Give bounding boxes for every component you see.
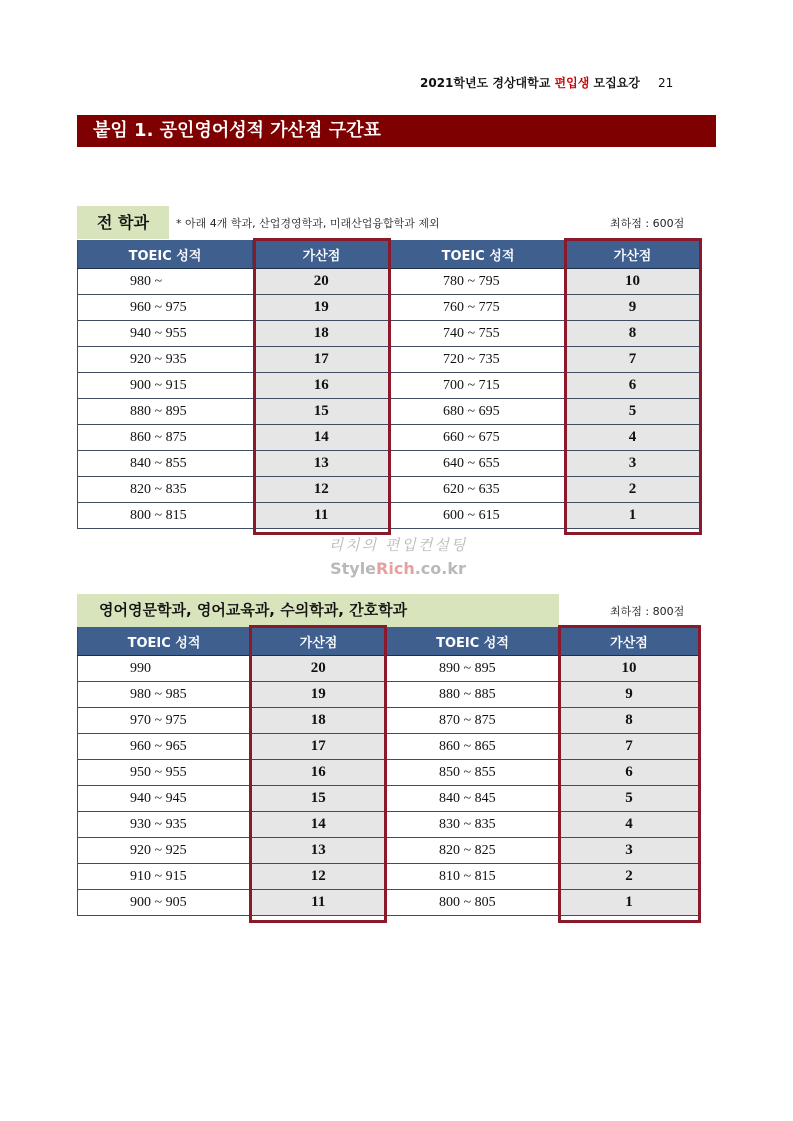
toeic-range-cell: 830 ~ 835: [387, 812, 559, 838]
toeic-range-cell: 960 ~ 975: [78, 295, 253, 321]
bonus-points-cell: 8: [566, 321, 700, 347]
section2-table-body: [78, 656, 700, 916]
toeic-range-cell: 890 ~ 895: [387, 656, 559, 682]
bonus-points-cell: 18: [253, 321, 391, 347]
toeic-range-cell: 860 ~ 875: [78, 425, 253, 451]
bonus-points-cell: 3: [566, 451, 700, 477]
document-header: [420, 74, 720, 91]
toeic-range-cell: 860 ~ 865: [387, 734, 559, 760]
toeic-range-cell: 930 ~ 935: [78, 812, 251, 838]
toeic-range-cell: 920 ~ 925: [78, 838, 251, 864]
watermark-brand-b: Rich: [376, 559, 415, 578]
column-header: 가산점: [559, 627, 700, 656]
bonus-points-cell: 16: [251, 760, 387, 786]
section1-table-body: [78, 269, 700, 529]
table-row: [78, 373, 700, 399]
table-header-row: [78, 627, 700, 656]
section1-min-score: 최하점 : 600점: [610, 217, 685, 230]
bonus-points-cell: 12: [251, 864, 387, 890]
bonus-points-cell: 8: [559, 708, 700, 734]
bonus-points-cell: 4: [566, 425, 700, 451]
table-row: [78, 321, 700, 347]
bonus-points-cell: 9: [559, 682, 700, 708]
table-row: [78, 812, 700, 838]
bonus-points-cell: 11: [253, 503, 391, 529]
bonus-points-cell: 15: [251, 786, 387, 812]
column-header: TOEIC 성적: [391, 240, 566, 269]
column-header: TOEIC 성적: [78, 240, 253, 269]
toeic-range-cell: 950 ~ 955: [78, 760, 251, 786]
bonus-points-cell: 2: [559, 864, 700, 890]
toeic-range-cell: 900 ~ 905: [78, 890, 251, 916]
toeic-range-cell: 820 ~ 835: [78, 477, 253, 503]
header-highlight: 편입생: [554, 76, 590, 90]
column-header: 가산점: [566, 240, 700, 269]
bonus-points-cell: 19: [251, 682, 387, 708]
bonus-points-cell: 11: [251, 890, 387, 916]
section1-score-table: [77, 240, 700, 529]
bonus-points-cell: 13: [253, 451, 391, 477]
toeic-range-cell: 850 ~ 855: [387, 760, 559, 786]
table-row: [78, 760, 700, 786]
column-header: 가산점: [251, 627, 387, 656]
bonus-points-cell: 6: [566, 373, 700, 399]
section1-label: 전 학과: [77, 206, 169, 239]
watermark: [323, 534, 473, 578]
section2-score-table: [77, 627, 700, 916]
table-row: [78, 269, 700, 295]
bonus-points-cell: 1: [559, 890, 700, 916]
toeic-range-cell: 840 ~ 845: [387, 786, 559, 812]
bonus-points-cell: 3: [559, 838, 700, 864]
toeic-range-cell: 800 ~ 815: [78, 503, 253, 529]
toeic-range-cell: 620 ~ 635: [391, 477, 566, 503]
page-title: 붙임 1. 공인영어성적 가산점 구간표: [77, 115, 716, 147]
bonus-points-cell: 5: [566, 399, 700, 425]
toeic-range-cell: 700 ~ 715: [391, 373, 566, 399]
header-prefix: 2021학년도 경상대학교: [420, 76, 551, 90]
toeic-range-cell: 810 ~ 815: [387, 864, 559, 890]
toeic-range-cell: 760 ~ 775: [391, 295, 566, 321]
toeic-range-cell: 980 ~ 985: [78, 682, 251, 708]
toeic-range-cell: 780 ~ 795: [391, 269, 566, 295]
bonus-points-cell: 6: [559, 760, 700, 786]
toeic-range-cell: 940 ~ 945: [78, 786, 251, 812]
toeic-range-cell: 880 ~ 895: [78, 399, 253, 425]
toeic-range-cell: 820 ~ 825: [387, 838, 559, 864]
bonus-points-cell: 5: [559, 786, 700, 812]
table-row: [78, 708, 700, 734]
toeic-range-cell: 720 ~ 735: [391, 347, 566, 373]
bonus-points-cell: 17: [253, 347, 391, 373]
bonus-points-cell: 19: [253, 295, 391, 321]
bonus-points-cell: 17: [251, 734, 387, 760]
bonus-points-cell: 13: [251, 838, 387, 864]
table-row: [78, 838, 700, 864]
table-row: [78, 890, 700, 916]
column-header: TOEIC 성적: [78, 627, 251, 656]
toeic-range-cell: 900 ~ 915: [78, 373, 253, 399]
bonus-points-cell: 4: [559, 812, 700, 838]
watermark-line1: 리치의 편입컨설팅: [328, 536, 468, 554]
table-row: [78, 734, 700, 760]
table-row: [78, 477, 700, 503]
bonus-points-cell: 15: [253, 399, 391, 425]
section1-note: * 아래 4개 학과, 산업경영학과, 미래산업융합학과 제외: [176, 217, 440, 230]
table-row: [78, 425, 700, 451]
bonus-points-cell: 2: [566, 477, 700, 503]
bonus-points-cell: 20: [251, 656, 387, 682]
header-suffix: 모집요강: [593, 76, 640, 90]
toeic-range-cell: 880 ~ 885: [387, 682, 559, 708]
toeic-range-cell: 990: [78, 656, 251, 682]
table-row: [78, 682, 700, 708]
page-number: 21: [658, 76, 674, 90]
table-row: [78, 503, 700, 529]
section2-min-score: 최하점 : 800점: [610, 605, 685, 618]
watermark-brand: [323, 559, 473, 578]
bonus-points-cell: 10: [559, 656, 700, 682]
toeic-range-cell: 840 ~ 855: [78, 451, 253, 477]
bonus-points-cell: 7: [566, 347, 700, 373]
table-row: [78, 399, 700, 425]
toeic-range-cell: 740 ~ 755: [391, 321, 566, 347]
toeic-range-cell: 980 ~: [78, 269, 253, 295]
table-row: [78, 864, 700, 890]
column-header: TOEIC 성적: [387, 627, 559, 656]
table-row: [78, 451, 700, 477]
section2-label: 영어영문학과, 영어교육과, 수의학과, 간호학과: [77, 594, 559, 627]
toeic-range-cell: 680 ~ 695: [391, 399, 566, 425]
table-row: [78, 656, 700, 682]
toeic-range-cell: 870 ~ 875: [387, 708, 559, 734]
bonus-points-cell: 16: [253, 373, 391, 399]
toeic-range-cell: 640 ~ 655: [391, 451, 566, 477]
bonus-points-cell: 10: [566, 269, 700, 295]
bonus-points-cell: 9: [566, 295, 700, 321]
table-row: [78, 347, 700, 373]
watermark-brand-a: Style: [330, 559, 377, 578]
bonus-points-cell: 12: [253, 477, 391, 503]
toeic-range-cell: 600 ~ 615: [391, 503, 566, 529]
table-header-row: [78, 240, 700, 269]
toeic-range-cell: 800 ~ 805: [387, 890, 559, 916]
bonus-points-cell: 14: [251, 812, 387, 838]
toeic-range-cell: 970 ~ 975: [78, 708, 251, 734]
watermark-brand-c: .co.kr: [414, 559, 466, 578]
toeic-range-cell: 940 ~ 955: [78, 321, 253, 347]
toeic-range-cell: 920 ~ 935: [78, 347, 253, 373]
table-row: [78, 786, 700, 812]
bonus-points-cell: 18: [251, 708, 387, 734]
bonus-points-cell: 20: [253, 269, 391, 295]
toeic-range-cell: 660 ~ 675: [391, 425, 566, 451]
column-header: 가산점: [253, 240, 391, 269]
toeic-range-cell: 910 ~ 915: [78, 864, 251, 890]
toeic-range-cell: 960 ~ 965: [78, 734, 251, 760]
table-row: [78, 295, 700, 321]
bonus-points-cell: 14: [253, 425, 391, 451]
bonus-points-cell: 1: [566, 503, 700, 529]
bonus-points-cell: 7: [559, 734, 700, 760]
